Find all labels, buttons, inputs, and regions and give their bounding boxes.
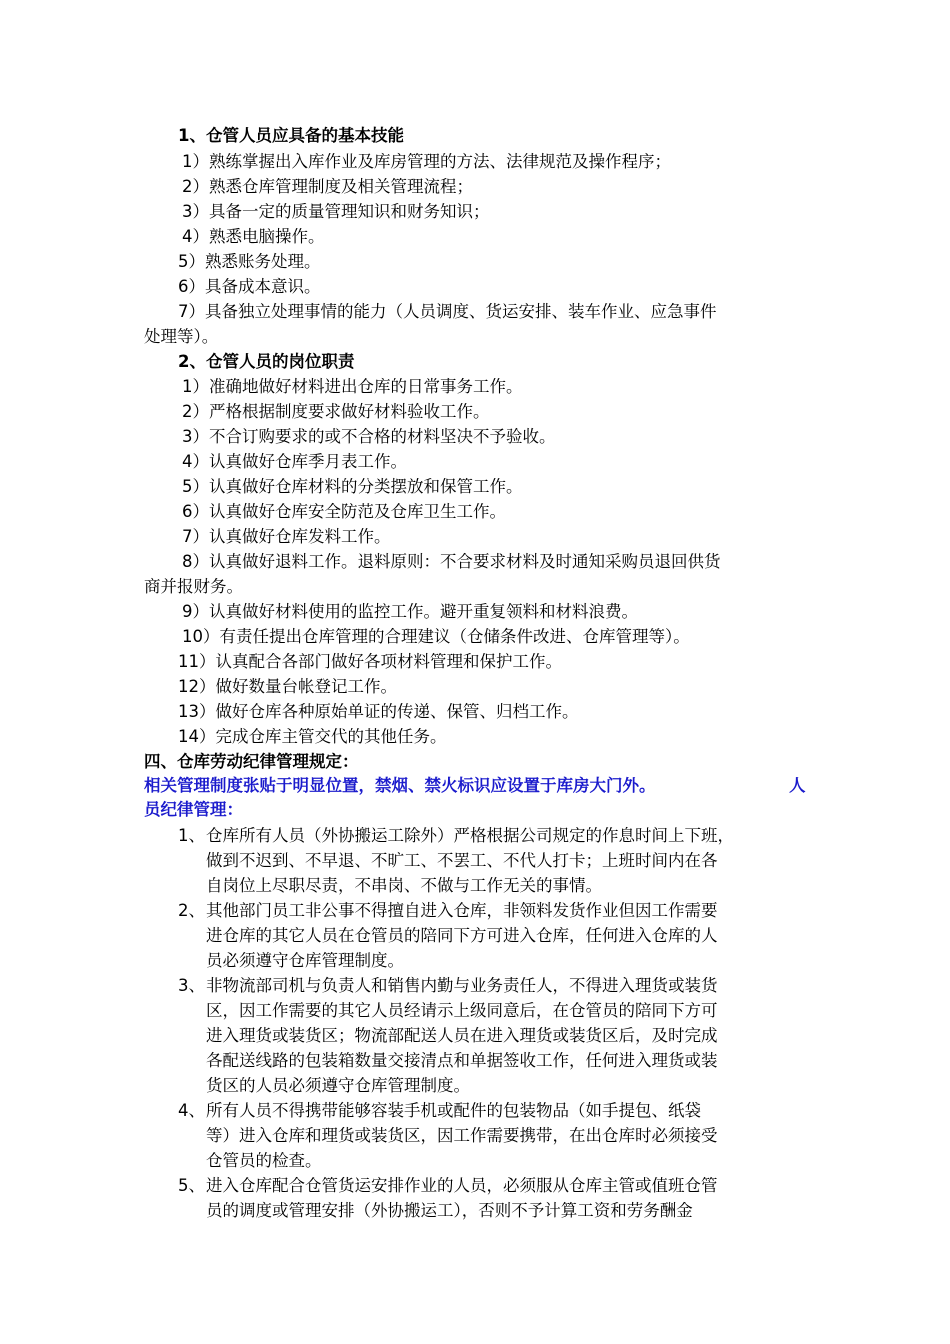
section1-item: 4）熟悉电脑操作。 <box>182 227 325 246</box>
section2-item: 3）不合订购要求的或不合格的材料坚决不予验收。 <box>182 427 556 446</box>
section2-item: 2）严格根据制度要求做好材料验收工作。 <box>182 402 490 421</box>
rule-number: 5、 <box>178 1176 205 1195</box>
rule-line: 进仓库的其它人员在仓管员的陪同下方可进入仓库，任何进入仓库的人 <box>206 926 718 945</box>
rule-line: 员的调度或管理安排（外协搬运工），否则不予计算工资和劳务酬金 <box>206 1201 693 1220</box>
section1-item: 2）熟悉仓库管理制度及相关管理流程； <box>182 177 473 196</box>
rule-line: 仓管员的检查。 <box>206 1151 322 1170</box>
section4-blue-text: 人 <box>789 776 806 795</box>
rule-number: 4、 <box>178 1101 205 1120</box>
section4-heading: 四、仓库劳动纪律管理规定： <box>144 752 359 771</box>
rule-number: 2、 <box>178 901 205 920</box>
section4-blue-text: 员纪律管理： <box>144 800 243 819</box>
rule-line: 各配送线路的包装箱数量交接清点和单据签收工作，任何进入理货或装 <box>206 1051 718 1070</box>
section2-item: 1）准确地做好材料进出仓库的日常事务工作。 <box>182 377 523 396</box>
rule-line: 进入仓库配合仓管货运安排作业的人员，必须服从仓库主管或值班仓管 <box>206 1176 718 1195</box>
section2-item: 6）认真做好仓库安全防范及仓库卫生工作。 <box>182 502 506 521</box>
rule-line: 自岗位上尽职尽责，不串岗、不做与工作无关的事情。 <box>206 876 602 895</box>
rule-line: 区，因工作需要的其它人员经请示上级同意后，在仓管员的陪同下方可 <box>206 1001 718 1020</box>
section1-item-continuation: 处理等）。 <box>144 327 219 346</box>
rule-line: 员必须遵守仓库管理制度。 <box>206 951 404 970</box>
rule-number: 1、 <box>178 826 205 845</box>
section1-item: 6）具备成本意识。 <box>178 277 321 296</box>
section2-item: 8）认真做好退料工作。退料原则：不合要求材料及时通知采购员退回供货 <box>182 552 721 571</box>
section2-item: 12）做好数量台帐登记工作。 <box>178 677 397 696</box>
rule-line: 进入理货或装货区；物流部配送人员在进入理货或装货区后，及时完成 <box>206 1026 718 1045</box>
section2-item-continuation: 商并报财务。 <box>144 577 243 596</box>
section1-item: 3）具备一定的质量管理知识和财务知识； <box>182 202 490 221</box>
section2-item: 9）认真做好材料使用的监控工作。避开重复领料和材料浪费。 <box>182 602 638 621</box>
section2-item: 5）认真做好仓库材料的分类摆放和保管工作。 <box>182 477 523 496</box>
section1-item: 1）熟练掌握出入库作业及库房管理的方法、法律规范及操作程序； <box>182 152 671 171</box>
section2-item: 11）认真配合各部门做好各项材料管理和保护工作。 <box>178 652 562 671</box>
section2-item: 7）认真做好仓库发料工作。 <box>182 527 391 546</box>
section1-item: 5）熟悉账务处理。 <box>178 252 321 271</box>
rule-line: 做到不迟到、不早退、不旷工、不罢工、不代人打卡；上班时间内在各 <box>206 851 718 870</box>
rule-line: 仓库所有人员（外协搬运工除外）严格根据公司规定的作息时间上下班， <box>206 826 734 845</box>
section2-item: 10）有责任提出仓库管理的合理建议（仓储条件改进、仓库管理等）。 <box>182 627 690 646</box>
section2-item: 13）做好仓库各种原始单证的传递、保管、归档工作。 <box>178 702 579 721</box>
section4-blue-text: 相关管理制度张贴于明显位置，禁烟、禁火标识应设置于库房大门外。 <box>144 776 656 795</box>
rule-line: 等）进入仓库和理货或装货区，因工作需要携带，在出仓库时必须接受 <box>206 1126 718 1145</box>
section1-item: 7）具备独立处理事情的能力（人员调度、货运安排、装车作业、应急事件 <box>178 302 717 321</box>
section2-heading: 2、仓管人员的岗位职责 <box>178 352 355 371</box>
rule-line: 货区的人员必须遵守仓库管理制度。 <box>206 1076 470 1095</box>
rule-line: 所有人员不得携带能够容装手机或配件的包装物品（如手提包、纸袋 <box>206 1101 701 1120</box>
rule-line: 其他部门员工非公事不得擅自进入仓库，非领料发货作业但因工作需要 <box>206 901 718 920</box>
section2-item: 14）完成仓库主管交代的其他任务。 <box>178 727 447 746</box>
section1-heading: 1、仓管人员应具备的基本技能 <box>178 126 404 145</box>
rule-line: 非物流部司机与负责人和销售内勤与业务责任人，不得进入理货或装货 <box>206 976 718 995</box>
rule-number: 3、 <box>178 976 205 995</box>
section2-item: 4）认真做好仓库季月表工作。 <box>182 452 407 471</box>
